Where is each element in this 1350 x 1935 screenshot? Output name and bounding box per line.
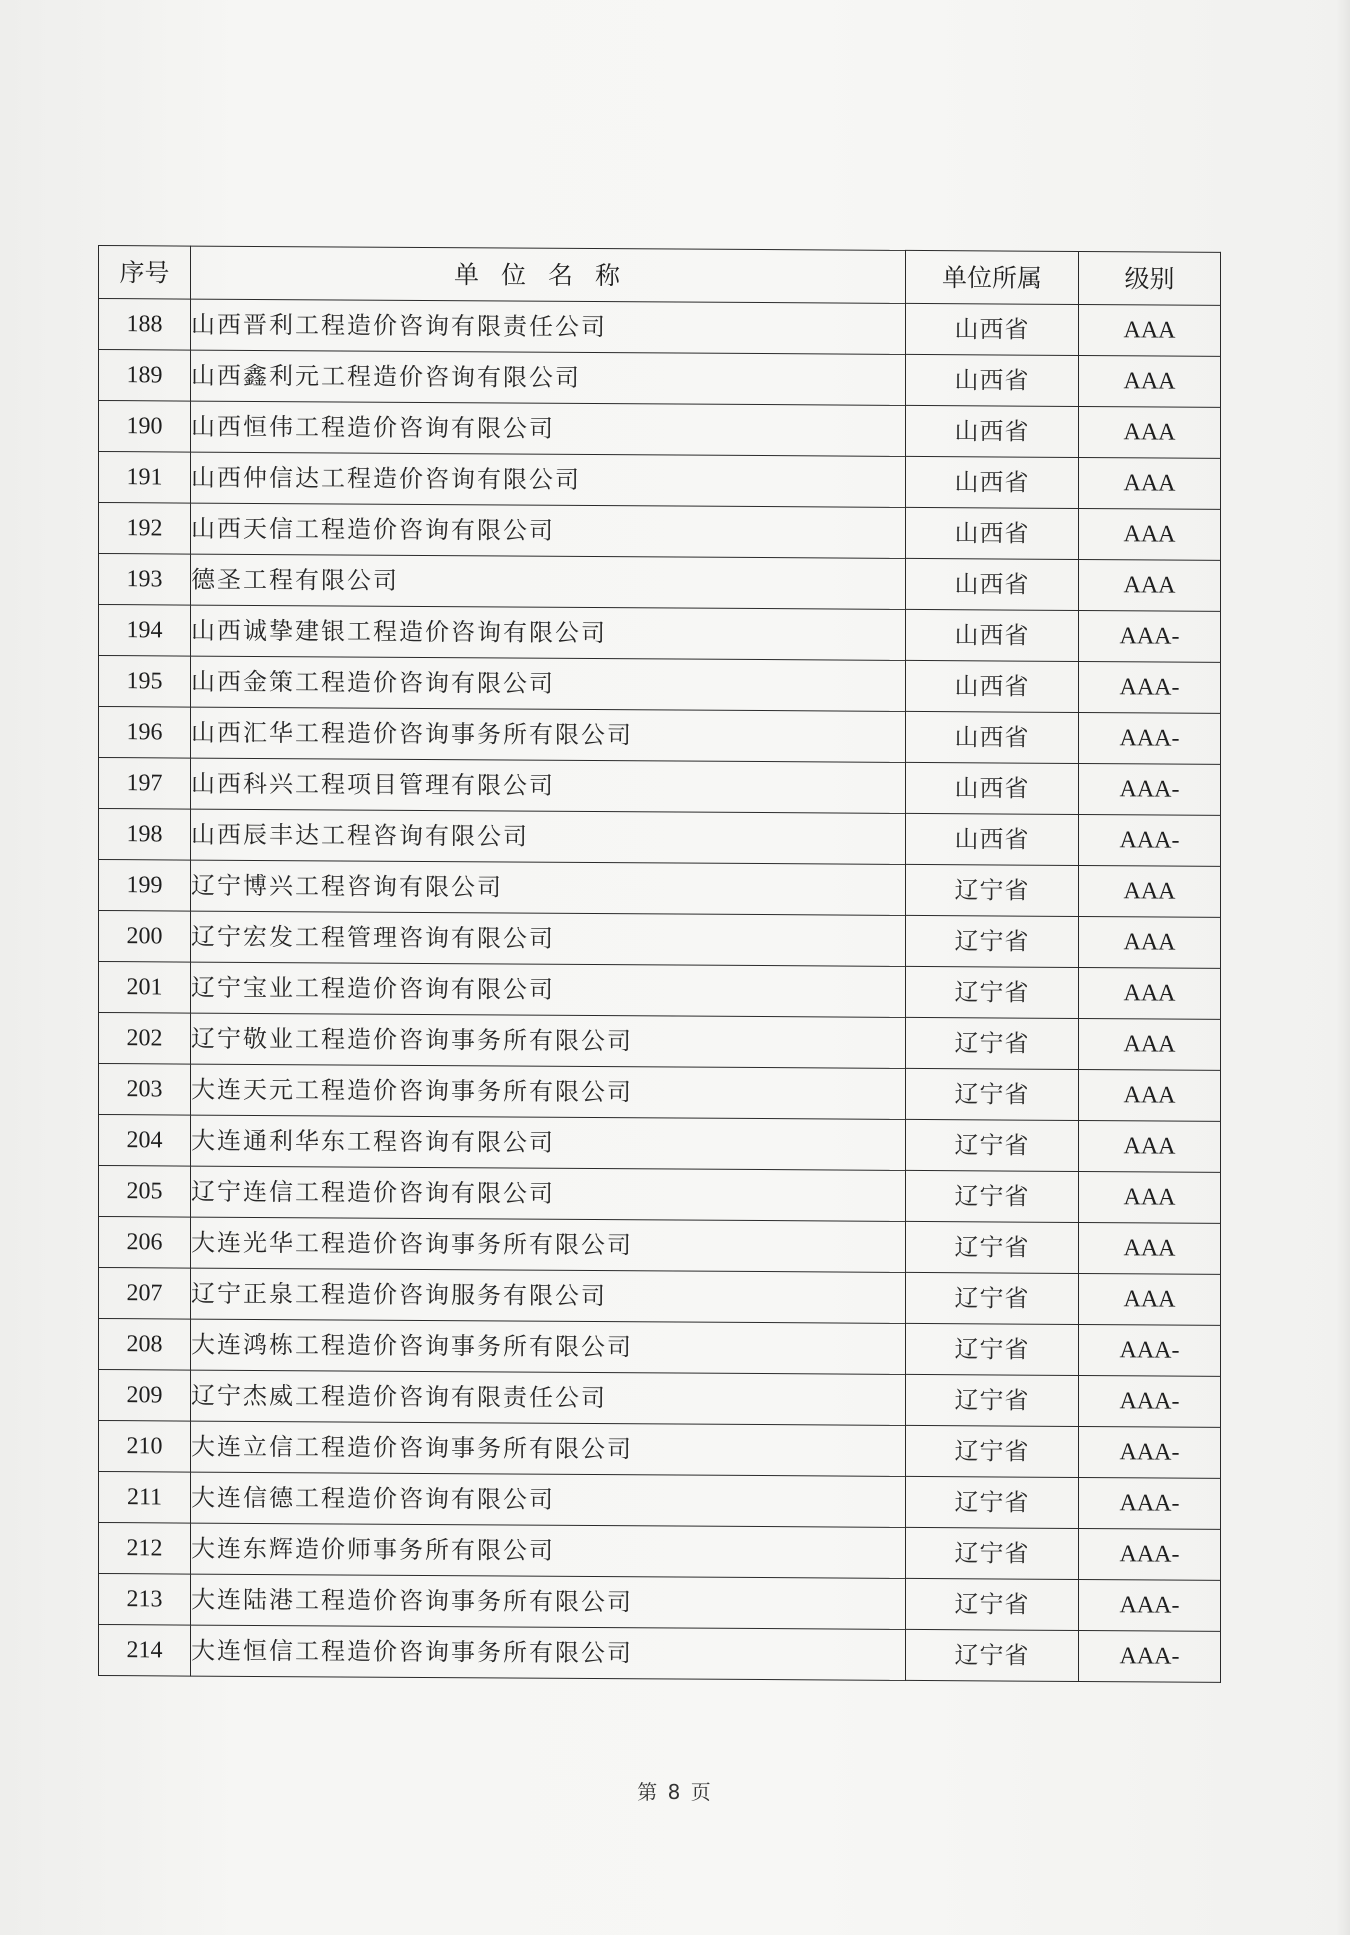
cell-grade: AAA xyxy=(1079,865,1221,917)
cell-company-name: 山西天信工程造价咨询有限公司 xyxy=(191,503,906,558)
cell-seq: 212 xyxy=(99,1523,191,1575)
cell-grade: AAA xyxy=(1079,355,1221,407)
table-row xyxy=(99,1523,1221,1581)
table-row xyxy=(99,1064,1221,1122)
table-row xyxy=(99,1370,1221,1428)
cell-region: 辽宁省 xyxy=(906,1578,1079,1630)
cell-grade: AAA- xyxy=(1079,1528,1221,1580)
cell-company-name: 山西汇华工程造价咨询事务所有限公司 xyxy=(191,707,906,762)
table-row xyxy=(99,707,1221,765)
cell-seq: 213 xyxy=(99,1574,191,1626)
table-row xyxy=(99,554,1221,612)
cell-seq: 208 xyxy=(99,1319,191,1371)
cell-company-name: 山西辰丰达工程咨询有限公司 xyxy=(191,809,906,864)
cell-grade: AAA xyxy=(1079,1222,1221,1274)
table-row xyxy=(99,1268,1221,1326)
cell-region: 山西省 xyxy=(906,711,1079,763)
cell-region: 辽宁省 xyxy=(906,1629,1079,1681)
cell-seq: 189 xyxy=(99,350,191,402)
cell-grade: AAA- xyxy=(1079,763,1221,815)
cell-grade: AAA xyxy=(1079,916,1221,968)
cell-grade: AAA xyxy=(1079,508,1221,560)
cell-grade: AAA xyxy=(1079,406,1221,458)
cell-grade: AAA- xyxy=(1079,610,1221,662)
cell-seq: 196 xyxy=(99,707,191,759)
cell-company-name: 山西恒伟工程造价咨询有限公司 xyxy=(191,401,906,456)
header-region: 单位所属 xyxy=(906,250,1079,304)
cell-grade: AAA- xyxy=(1079,1579,1221,1631)
cell-region: 辽宁省 xyxy=(906,1170,1079,1222)
cell-region: 辽宁省 xyxy=(906,1425,1079,1477)
cell-company-name: 山西鑫利元工程造价咨询有限公司 xyxy=(191,350,906,405)
cell-seq: 204 xyxy=(99,1115,191,1167)
cell-company-name: 辽宁杰威工程造价咨询有限责任公司 xyxy=(191,1370,906,1425)
cell-grade: AAA- xyxy=(1079,661,1221,713)
cell-seq: 207 xyxy=(99,1268,191,1320)
table-row xyxy=(99,758,1221,816)
cell-grade: AAA xyxy=(1079,1018,1221,1070)
cell-company-name: 大连陆港工程造价咨询事务所有限公司 xyxy=(191,1574,906,1629)
cell-seq: 195 xyxy=(99,656,191,708)
cell-region: 山西省 xyxy=(906,609,1079,661)
cell-grade: AAA- xyxy=(1079,712,1221,764)
cell-company-name: 山西金策工程造价咨询有限公司 xyxy=(191,656,906,711)
page-edge-shadow xyxy=(1336,0,1350,1935)
cell-region: 辽宁省 xyxy=(906,1017,1079,1069)
cell-company-name: 大连信德工程造价咨询有限公司 xyxy=(191,1472,906,1527)
cell-seq: 211 xyxy=(99,1472,191,1524)
table-row xyxy=(99,299,1221,357)
cell-region: 辽宁省 xyxy=(906,1119,1079,1171)
cell-grade: AAA xyxy=(1079,304,1221,356)
cell-region: 山西省 xyxy=(906,303,1079,355)
cell-region: 辽宁省 xyxy=(906,1527,1079,1579)
cell-grade: AAA xyxy=(1079,559,1221,611)
table-row xyxy=(99,1319,1221,1377)
cell-company-name: 山西晋利工程造价咨询有限责任公司 xyxy=(191,299,906,354)
cell-seq: 199 xyxy=(99,860,191,912)
cell-company-name: 山西仲信达工程造价咨询有限公司 xyxy=(191,452,906,507)
cell-region: 山西省 xyxy=(906,558,1079,610)
cell-grade: AAA- xyxy=(1079,814,1221,866)
cell-region: 辽宁省 xyxy=(906,1272,1079,1324)
cell-region: 山西省 xyxy=(906,456,1079,508)
table-row xyxy=(99,452,1221,510)
table-row xyxy=(99,1115,1221,1173)
cell-grade: AAA- xyxy=(1079,1630,1221,1682)
cell-region: 辽宁省 xyxy=(906,1323,1079,1375)
cell-grade: AAA xyxy=(1079,1120,1221,1172)
cell-seq: 197 xyxy=(99,758,191,810)
cell-region: 山西省 xyxy=(906,405,1079,457)
table-row xyxy=(99,605,1221,663)
cell-seq: 209 xyxy=(99,1370,191,1422)
table-body xyxy=(99,299,1221,1683)
cell-company-name: 大连恒信工程造价咨询事务所有限公司 xyxy=(191,1625,906,1680)
cell-region: 辽宁省 xyxy=(906,966,1079,1018)
cell-seq: 206 xyxy=(99,1217,191,1269)
cell-company-name: 大连光华工程造价咨询事务所有限公司 xyxy=(191,1217,906,1272)
cell-grade: AAA- xyxy=(1079,1426,1221,1478)
table-row xyxy=(99,503,1221,561)
cell-region: 辽宁省 xyxy=(906,915,1079,967)
cell-region: 山西省 xyxy=(906,354,1079,406)
cell-seq: 188 xyxy=(99,299,191,351)
table-row xyxy=(99,1625,1221,1683)
cell-grade: AAA- xyxy=(1079,1375,1221,1427)
table-row xyxy=(99,1574,1221,1632)
company-rating-table xyxy=(98,245,1221,1683)
cell-grade: AAA- xyxy=(1079,1477,1221,1529)
table-row xyxy=(99,860,1221,918)
table-row xyxy=(99,962,1221,1020)
cell-grade: AAA xyxy=(1079,457,1221,509)
table-row xyxy=(99,401,1221,459)
cell-seq: 205 xyxy=(99,1166,191,1218)
cell-company-name: 德圣工程有限公司 xyxy=(191,554,906,609)
cell-company-name: 辽宁敬业工程造价咨询事务所有限公司 xyxy=(191,1013,906,1068)
cell-region: 辽宁省 xyxy=(906,1374,1079,1426)
cell-grade: AAA xyxy=(1079,967,1221,1019)
table-row xyxy=(99,656,1221,714)
cell-region: 山西省 xyxy=(906,660,1079,712)
cell-grade: AAA xyxy=(1079,1171,1221,1223)
table-row xyxy=(99,1166,1221,1224)
cell-company-name: 大连东辉造价师事务所有限公司 xyxy=(191,1523,906,1578)
cell-seq: 201 xyxy=(99,962,191,1014)
cell-company-name: 大连通利华东工程咨询有限公司 xyxy=(191,1115,906,1170)
table-row xyxy=(99,1472,1221,1530)
cell-grade: AAA xyxy=(1079,1273,1221,1325)
cell-region: 山西省 xyxy=(906,813,1079,865)
cell-seq: 210 xyxy=(99,1421,191,1473)
cell-company-name: 辽宁宝业工程造价咨询有限公司 xyxy=(191,962,906,1017)
header-name: 单位名称 xyxy=(191,246,906,303)
cell-seq: 192 xyxy=(99,503,191,555)
cell-company-name: 大连鸿栋工程造价咨询事务所有限公司 xyxy=(191,1319,906,1374)
cell-seq: 214 xyxy=(99,1625,191,1677)
cell-region: 山西省 xyxy=(906,762,1079,814)
cell-region: 辽宁省 xyxy=(906,1476,1079,1528)
cell-seq: 202 xyxy=(99,1013,191,1065)
header-seq: 序号 xyxy=(99,246,191,300)
cell-seq: 200 xyxy=(99,911,191,963)
cell-seq: 198 xyxy=(99,809,191,861)
table-row xyxy=(99,1421,1221,1479)
table-row xyxy=(99,809,1221,867)
cell-region: 辽宁省 xyxy=(906,1221,1079,1273)
cell-seq: 191 xyxy=(99,452,191,504)
cell-company-name: 辽宁正泉工程造价咨询服务有限公司 xyxy=(191,1268,906,1323)
cell-region: 山西省 xyxy=(906,507,1079,559)
cell-company-name: 辽宁宏发工程管理咨询有限公司 xyxy=(191,911,906,966)
cell-company-name: 辽宁连信工程造价咨询有限公司 xyxy=(191,1166,906,1221)
cell-company-name: 山西科兴工程项目管理有限公司 xyxy=(191,758,906,813)
cell-seq: 193 xyxy=(99,554,191,606)
cell-company-name: 大连立信工程造价咨询事务所有限公司 xyxy=(191,1421,906,1476)
cell-company-name: 山西诚挚建银工程造价咨询有限公司 xyxy=(191,605,906,660)
cell-company-name: 辽宁博兴工程咨询有限公司 xyxy=(191,860,906,915)
cell-seq: 190 xyxy=(99,401,191,453)
cell-grade: AAA xyxy=(1079,1069,1221,1121)
table-row xyxy=(99,350,1221,408)
table-row xyxy=(99,911,1221,969)
cell-grade: AAA- xyxy=(1079,1324,1221,1376)
cell-region: 辽宁省 xyxy=(906,864,1079,916)
cell-company-name: 大连天元工程造价咨询事务所有限公司 xyxy=(191,1064,906,1119)
table-header-row xyxy=(99,246,1221,306)
table-row xyxy=(99,1013,1221,1071)
cell-seq: 194 xyxy=(99,605,191,657)
header-grade: 级别 xyxy=(1079,251,1221,305)
cell-seq: 203 xyxy=(99,1064,191,1116)
table-row xyxy=(99,1217,1221,1275)
cell-region: 辽宁省 xyxy=(906,1068,1079,1120)
page-number: 第 8 页 xyxy=(637,1780,713,1804)
